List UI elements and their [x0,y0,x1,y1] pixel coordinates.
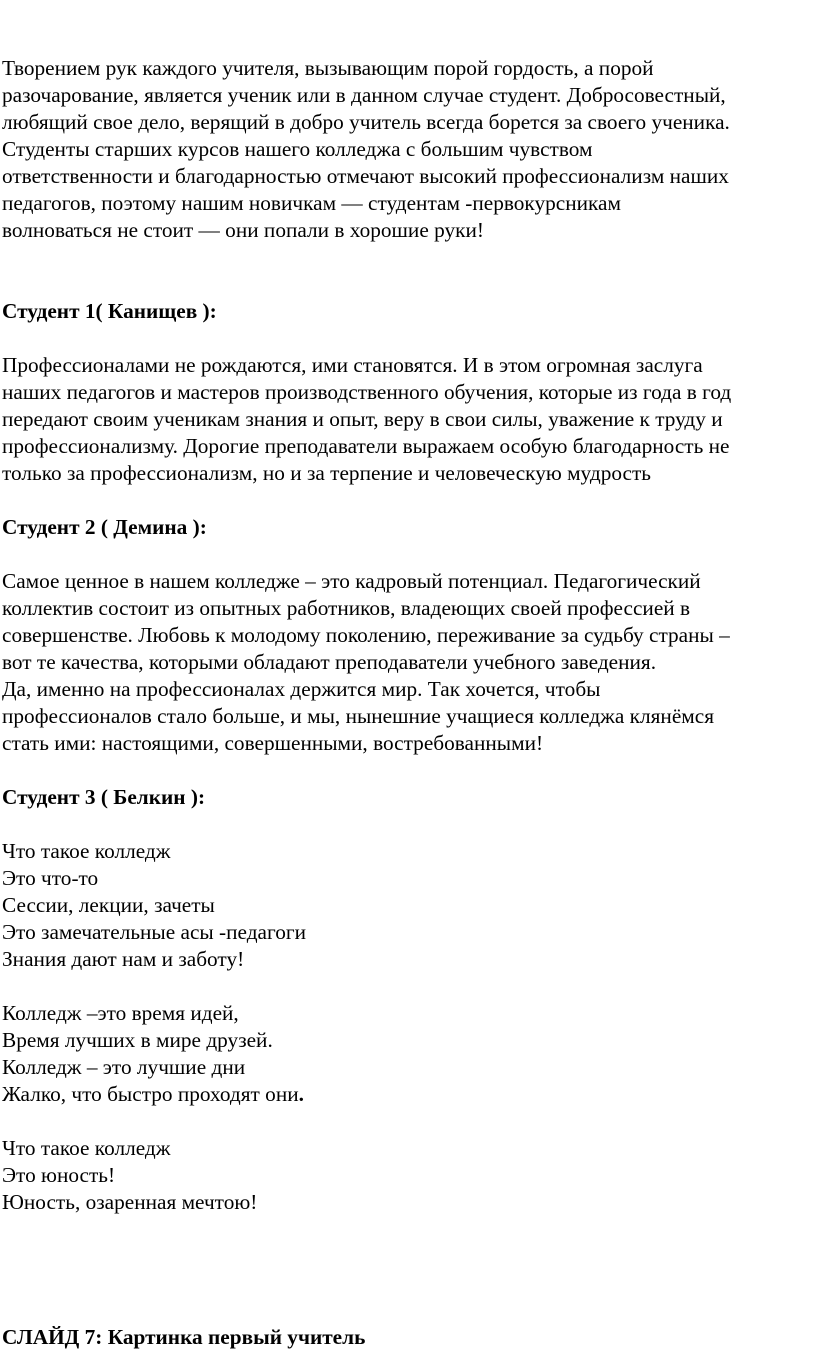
slide-heading: СЛАЙД 7: Картинка первый учитель [2,1325,366,1349]
poem-line: Юность, озаренная мечтою! [2,1190,258,1214]
text-line: ответственности и благодарностью отмечают высокий профессионализм наших [2,164,729,188]
poem-stanza-1 [2,838,814,973]
poem-line: Это юность! [2,1163,116,1187]
poem-line: Время лучших в мире друзей. [2,1028,273,1052]
text-line: совершенстве. Любовь к молодому поколению, переживание за судьбу страны – [2,623,730,647]
poem-line: Это что-то [2,866,99,890]
text-line: волноваться не стоит — они попали в хорошие руки! [2,218,484,242]
intro-paragraph [2,55,814,244]
spacer [2,244,814,298]
spacer [2,1108,814,1135]
text-line: профессионалов стало больше, и мы, нынешние учащиеся колледжа клянёмся [2,704,715,728]
text-line: любящий свое дело, верящий в добро учитель всегда борется за своего ученика. [2,110,730,134]
poem-line: Это замечательные асы -педагоги [2,920,306,944]
text-line: вот те качества, которыми обладают преподаватели учебного заведения. [2,650,657,674]
text-line: стать ими: настоящими, совершенными, востребованными! [2,731,544,755]
text-line: наших педагогов и мастеров производственного обучения, которые из года в год [2,380,732,404]
poem-line: Колледж –это время идей, [2,1001,239,1025]
student2-paragraph [2,568,814,757]
spacer [2,973,814,1000]
poem-stanza-2 [2,1000,814,1108]
text-line: Творением рук каждого учителя, вызывающим порой гордость, а порой [2,56,654,80]
poem-line: Сессии, лекции, зачеты [2,893,215,917]
text-line: разочарование, является ученик или в данном случае студент. Добросовестный, [2,83,726,107]
poem-line-end-mark: . [298,1082,304,1106]
spacer [2,541,814,568]
poem-line: Колледж – это лучшие дни [2,1055,246,1079]
spacer [2,325,814,352]
text-line: Профессионалами не рождаются, ими становятся. И в этом огромная заслуга [2,353,703,377]
poem-line [2,1081,814,1108]
text-line: коллектив состоит из опытных работников, владеющих своей профессией в [2,596,691,620]
poem-stanza-3 [2,1135,814,1216]
student3-heading: Студент 3 ( Белкин ): [2,785,206,809]
student1-heading: Студент 1( Канищев ): [2,299,217,323]
document-page [2,55,814,1351]
spacer [2,757,814,784]
text-line: передают своим ученикам знания и опыт, веру в свои силы, уважение к труду и [2,407,723,431]
text-line: педагогов, поэтому нашим новичкам — студентам -первокурсникам [2,191,621,215]
text-line: только за профессионализм, но и за терпение и человеческую мудрость [2,461,652,485]
spacer [2,487,814,514]
spacer [2,811,814,838]
poem-line: Что такое колледж [2,1136,171,1160]
text-line: Да, именно на профессионалах держится мир. Так хочется, чтобы [2,677,601,701]
poem-line-text: Жалко, что быстро проходят они [2,1082,299,1106]
student2-heading: Студент 2 ( Демина ): [2,515,207,539]
text-line: профессионализму. Дорогие преподаватели выражаем особую благодарность не [2,434,730,458]
text-line: Самое ценное в нашем колледже – это кадровый потенциал. Педагогический [2,569,701,593]
poem-line: Знания дают нам и заботу! [2,947,245,971]
poem-line: Что такое колледж [2,839,171,863]
spacer [2,1216,814,1324]
student1-paragraph [2,352,814,487]
text-line: Студенты старших курсов нашего колледжа с большим чувством [2,137,593,161]
